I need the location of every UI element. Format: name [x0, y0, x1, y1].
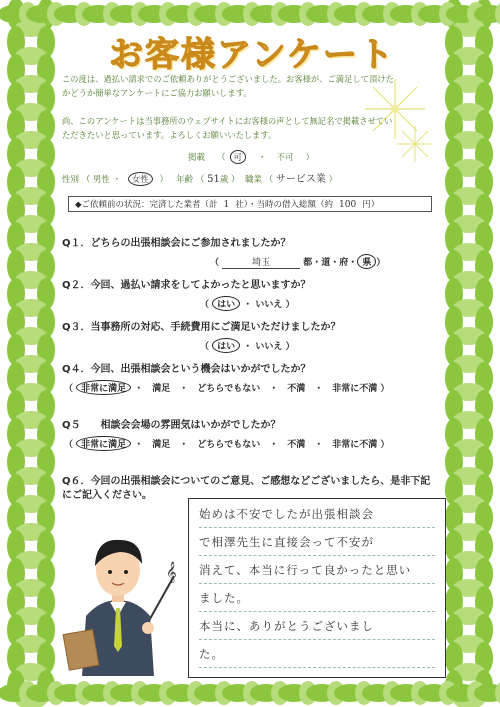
comment-box[interactable] [188, 498, 446, 678]
profile-row: 性別 （ 男性 ・ 女性 ） 年齢 （ 51歳 ） 職業 （ サービス業 ） [62, 174, 338, 185]
question-3: Q３．当事務所の対応、手続費用にご満足いただけましたか？ [62, 322, 341, 333]
gender-male[interactable]: 男性 [92, 175, 110, 185]
situation-suffix: 円） [362, 200, 380, 210]
answer-4: （ 非常に満足 ・ 満足 ・ どちらでもない ・ 不満 ・ 非常に不満 ） [64, 380, 389, 395]
intro-line-3: 尚、このアンケートは当事務所のウェブサイトにお客様の声として無記名で掲載させてい [62, 116, 393, 126]
job-value[interactable]: サービス業 [275, 174, 326, 185]
intro-line-2: かどうか簡単なアンケートにご協力お願いします。 [62, 88, 252, 98]
comment-line-1: 始めは不安でしたが出張相談会 [199, 501, 435, 528]
top-leaf-border [0, 0, 500, 28]
comment-line-5: 本当に、ありがとうございまし [199, 613, 435, 640]
comment-line-2: で相澤先生に直接会って不安が [199, 529, 435, 556]
intro-paragraph-1 [62, 72, 438, 100]
answer-4-options: ・ 満足 ・ どちらでもない ・ 不満 ・ 非常に不満 [134, 384, 378, 394]
intro-line-4: ただきたいと思っています。よろしくお願いいたします。 [62, 130, 277, 140]
age-label: 年齢 [176, 175, 194, 185]
left-leaf-border [0, 0, 62, 707]
answer-5: （ 非常に満足 ・ 満足 ・ どちらでもない ・ 不満 ・ 非常に不満 ） [64, 436, 389, 451]
answer-3-options: ・ いいえ [243, 342, 283, 352]
comment-line-6: た。 [199, 641, 435, 668]
intro-paragraph-2 [62, 114, 438, 142]
svg-text:𝄞: 𝄞 [166, 562, 177, 583]
survey-page [60, 28, 440, 678]
businessman-illustration [60, 516, 184, 676]
answer-1-selected[interactable]: 県 [357, 254, 376, 269]
answer-3-selected[interactable]: はい [212, 338, 240, 353]
question-1: Q１．どちらの出張相談会にご参加されましたか？ [62, 238, 291, 249]
answer-1-options: 都・道・府・ [303, 258, 358, 268]
question-6: Q６．今回の出張相談会についてのご意見、ご感想などございましたら、是非下記 [62, 476, 431, 487]
job-label: 職業 [244, 175, 262, 185]
situation-prefix: ◆ご依頼前の状況：完済した業者（計 [75, 200, 218, 210]
consent-yes-selected[interactable]: 可 [230, 150, 247, 164]
comment-line-3: 消えて、本当に行って良かったと思い [199, 557, 435, 584]
answer-1: （ 埼玉 都・道・府・ 県 ） [210, 254, 385, 269]
answer-2: （ はい ・ いいえ ） [200, 296, 295, 311]
answer-3: （ はい ・ いいえ ） [200, 338, 295, 353]
age-value[interactable]: 51 [207, 174, 220, 185]
answer-5-options: ・ 満足 ・ どちらでもない ・ 不満 ・ 非常に不満 [134, 440, 378, 450]
situation-middle: 社）・当時の借入総額（約 [235, 200, 334, 210]
question-2: Q２．今回、過払い請求をしてよかったと思いますか？ [62, 280, 311, 291]
answer-4-selected[interactable]: 非常に満足 [76, 380, 131, 395]
gender-female-selected[interactable]: 女性 [128, 172, 153, 186]
age-unit: 歳 [219, 175, 229, 185]
answer-1-handwritten[interactable]: 埼玉 [222, 258, 300, 269]
comment-line-4: ました。 [199, 585, 435, 612]
debt-amount[interactable]: 100 [339, 200, 357, 210]
answer-2-selected[interactable]: はい [212, 296, 240, 311]
answer-2-options: ・ いいえ [243, 300, 283, 310]
question-4: Q４．今回、出張相談会という機会はいかがでしたか？ [62, 364, 311, 375]
publish-consent: 掲載 （ 可 ・ 不可 ） [188, 150, 314, 164]
answer-5-selected[interactable]: 非常に満足 [76, 436, 131, 451]
prior-situation-box [68, 196, 432, 212]
question-6-line-2: にご記入ください。 [62, 490, 152, 501]
right-leaf-border [438, 0, 500, 707]
gender-label: 性別 [62, 175, 80, 185]
consent-no[interactable]: 不可 [276, 153, 294, 163]
company-count[interactable]: 1 [223, 200, 230, 210]
bottom-leaf-border [0, 679, 500, 707]
consent-label: 掲載 [188, 153, 206, 163]
page-title: お客様アンケート [109, 35, 395, 75]
question-5: Q５ 相談会会場の雰囲気はいかがでしたか？ [62, 420, 281, 431]
intro-line-1: この度は、過払い請求でのご依頼ありがとうございました。お客様が、ご満足して頂けた [62, 74, 394, 84]
